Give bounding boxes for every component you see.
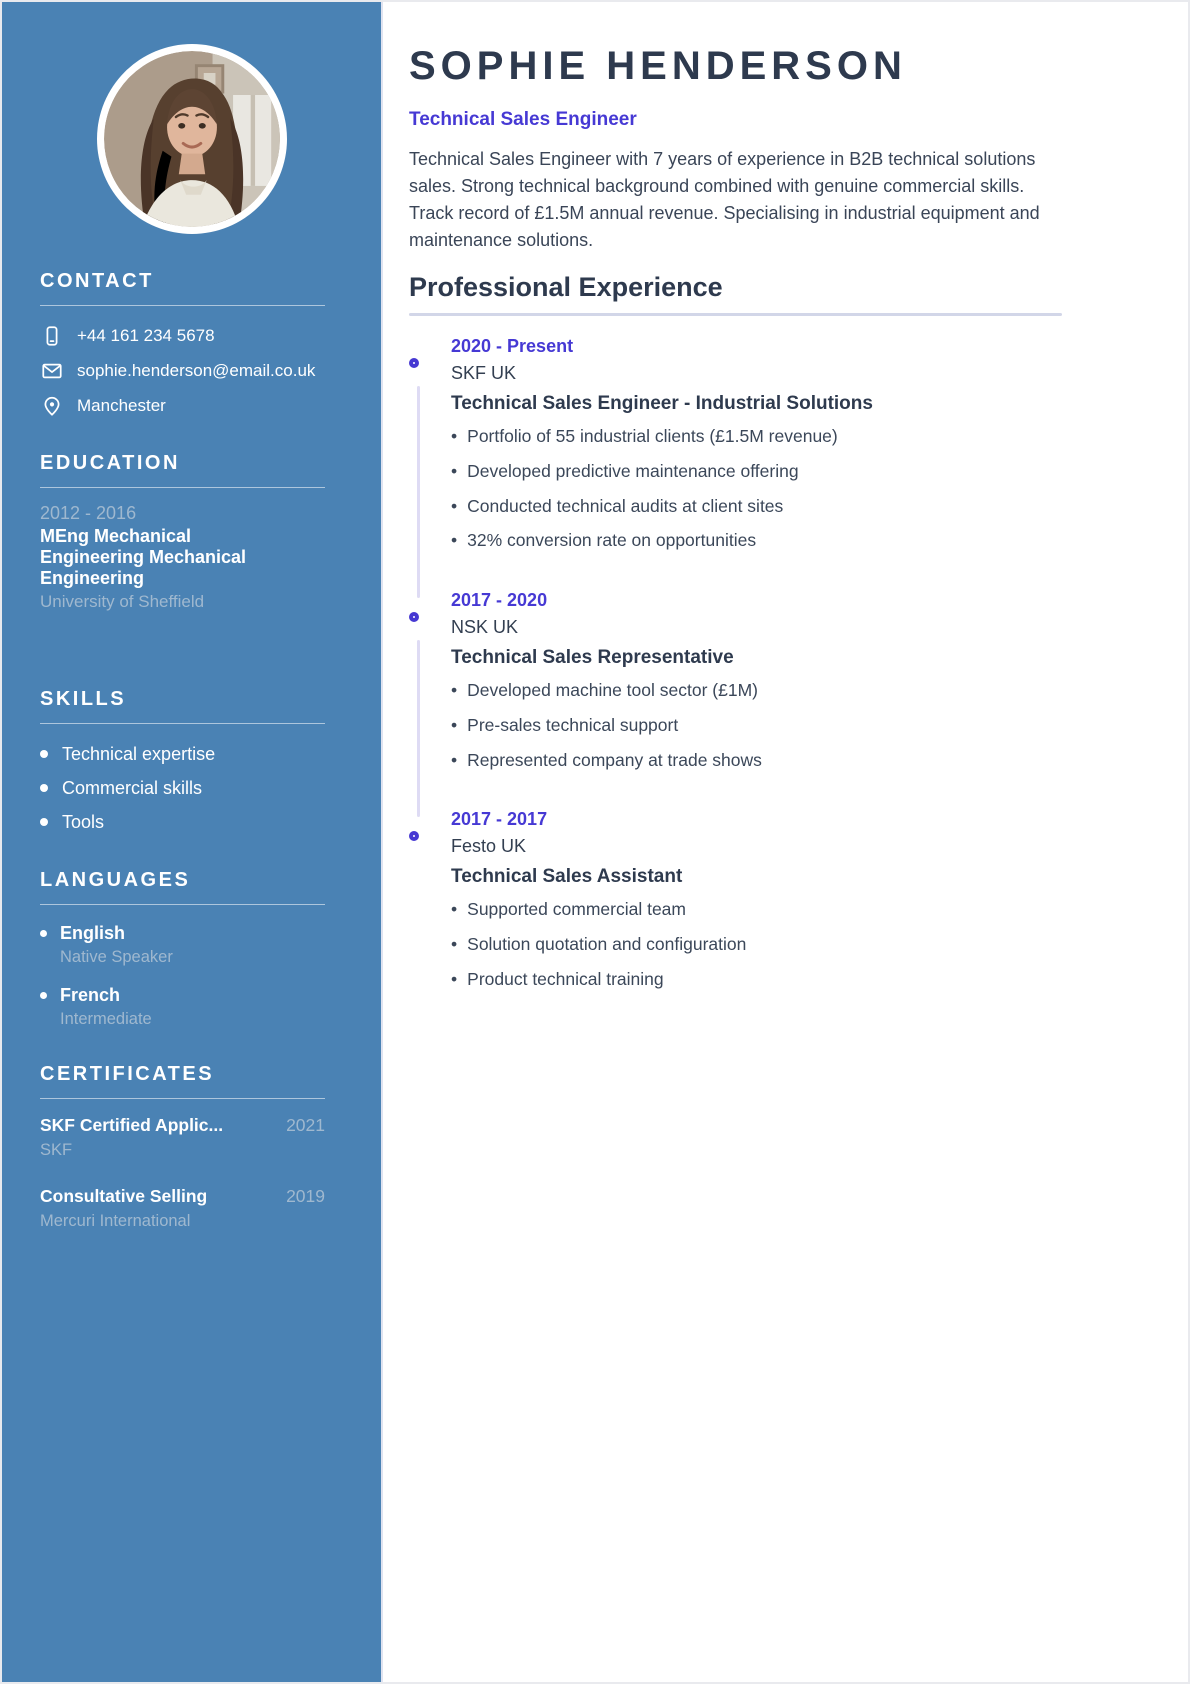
bullet-item xyxy=(451,679,1062,702)
entry-bullets xyxy=(451,898,1062,990)
certificate-issuer: SKF xyxy=(40,1140,73,1159)
entry-company: SKF UK xyxy=(451,363,517,383)
skills-section xyxy=(2,688,381,833)
bullet-text: Developed predictive maintenance offering xyxy=(467,460,799,481)
entry-dates: 2017 - 2017 xyxy=(451,809,548,830)
certificate-year: 2021 xyxy=(286,1114,325,1135)
phone-value: +44 161 234 5678 xyxy=(77,326,215,345)
entry-company: NSK UK xyxy=(451,617,519,637)
language-name-row xyxy=(40,985,345,1006)
skill-label: Commercial skills xyxy=(62,777,203,798)
timeline-line xyxy=(417,386,420,598)
contact-section xyxy=(2,270,381,418)
certificate-year: 2019 xyxy=(286,1185,325,1206)
language-name: French xyxy=(60,984,121,1005)
skill-label: Tools xyxy=(62,811,105,832)
bullet-text: Developed machine tool sector (£1M) xyxy=(467,680,758,700)
bullet-text: Product technical training xyxy=(467,968,664,989)
contact-item-email xyxy=(40,359,345,383)
entry-company: Festo UK xyxy=(451,836,527,857)
timeline-dot-icon xyxy=(409,358,419,368)
entry-bullets xyxy=(451,679,1062,771)
skills-heading: SKILLS xyxy=(40,688,325,724)
bullet-item xyxy=(451,749,1062,772)
bullet-text: Represented company at trade shows xyxy=(467,749,762,770)
languages-heading: LANGUAGES xyxy=(40,869,325,905)
job-title: Technical Sales Engineer xyxy=(409,109,637,130)
certificate-name: Consultative Selling xyxy=(40,1185,208,1206)
experience-entries xyxy=(409,336,1062,991)
bullet-item xyxy=(451,460,1062,483)
timeline-line xyxy=(417,640,420,817)
bullet-text: Portfolio of 55 industrial clients (£1.5M revenue) xyxy=(467,426,838,446)
bullet-dot-icon: • xyxy=(451,968,458,989)
language-item xyxy=(40,985,345,1029)
certificate-item xyxy=(40,1115,345,1160)
phone-icon xyxy=(40,324,64,348)
candidate-name: SOPHIE HENDERSON xyxy=(409,44,907,88)
skill-item xyxy=(40,778,345,799)
bullet-dot-icon xyxy=(40,750,48,758)
bullet-item xyxy=(451,968,1062,991)
contact-item-phone xyxy=(40,324,345,348)
skill-item xyxy=(40,744,345,765)
bullet-dot-icon: • xyxy=(451,680,458,700)
location-pin-icon xyxy=(40,394,64,418)
email-value: sophie.henderson@email.co.uk xyxy=(77,361,316,380)
certificates-heading: CERTIFICATES xyxy=(40,1063,325,1099)
profile-photo xyxy=(97,44,287,234)
languages-section xyxy=(2,869,381,1029)
entry-role: Technical Sales Engineer - Industrial Solutions xyxy=(451,393,873,414)
entry-dates: 2017 - 2020 xyxy=(451,590,548,610)
bullet-item xyxy=(451,898,1062,921)
skill-label: Technical expertise xyxy=(62,743,216,764)
bullet-text: Conducted technical audits at client sites xyxy=(467,495,784,516)
bullet-text: Pre-sales technical support xyxy=(467,714,679,735)
education-section xyxy=(2,452,381,612)
main-content xyxy=(385,2,1188,1682)
bullet-text: 32% conversion rate on opportunities xyxy=(467,530,757,551)
entry-bullets xyxy=(451,425,1062,552)
language-level: Native Speaker xyxy=(60,947,173,966)
bullet-dot-icon: • xyxy=(451,530,458,551)
language-level: Intermediate xyxy=(60,1009,152,1028)
education-dates: 2012 - 2016 xyxy=(40,503,137,523)
education-school: University of Sheffield xyxy=(40,591,205,611)
bullet-item xyxy=(451,714,1062,737)
bullet-item xyxy=(451,933,1062,956)
skill-item xyxy=(40,812,345,833)
experience-heading: Professional Experience xyxy=(409,272,723,302)
bullet-dot-icon: • xyxy=(451,495,458,516)
bullet-item xyxy=(451,425,1062,448)
language-name: English xyxy=(60,922,126,943)
profile-photo-illustration xyxy=(104,51,280,227)
bullet-dot-icon: • xyxy=(451,426,458,446)
entry-role: Technical Sales Representative xyxy=(451,647,734,668)
contact-list xyxy=(40,324,345,418)
bullet-text: Solution quotation and configuration xyxy=(467,934,747,954)
experience-entry xyxy=(409,809,1062,990)
bullet-item xyxy=(451,529,1062,552)
language-item xyxy=(40,923,345,967)
bullet-dot-icon xyxy=(40,930,47,937)
timeline-dot-icon xyxy=(409,831,419,841)
certificate-item xyxy=(40,1186,345,1231)
bullet-dot-icon: • xyxy=(451,460,458,481)
bullet-dot-icon: • xyxy=(451,749,458,770)
contact-heading: CONTACT xyxy=(40,270,325,306)
bullet-dot-icon: • xyxy=(451,714,458,735)
bullet-dot-icon: • xyxy=(451,934,458,954)
skills-list xyxy=(40,744,345,833)
bullet-dot-icon xyxy=(40,784,48,792)
contact-item-location xyxy=(40,394,345,418)
bullet-dot-icon xyxy=(40,992,47,999)
entry-role: Technical Sales Assistant xyxy=(451,866,683,888)
bullet-text: Supported commercial team xyxy=(467,899,686,920)
education-degree: MEng Mechanical Engineering Mechanical Engineering xyxy=(40,526,247,589)
bullet-item xyxy=(451,495,1062,518)
bullet-dot-icon xyxy=(40,818,48,826)
bullet-dot-icon: • xyxy=(451,899,458,920)
certificate-issuer: Mercuri International xyxy=(40,1211,191,1230)
language-name-row xyxy=(40,923,345,944)
experience-heading-rule xyxy=(409,313,1062,316)
entry-dates: 2020 - Present xyxy=(451,336,574,356)
sidebar xyxy=(2,2,383,1682)
timeline-dot-icon xyxy=(409,612,419,622)
mail-icon xyxy=(40,359,64,383)
certificate-row xyxy=(40,1115,325,1136)
location-value: Manchester xyxy=(77,396,166,415)
certificates-section xyxy=(2,1063,381,1231)
certificate-name: SKF Certified Applic... xyxy=(40,1114,224,1135)
experience-entry xyxy=(409,336,1062,552)
experience-entry xyxy=(409,590,1062,771)
education-heading: EDUCATION xyxy=(40,452,325,488)
certificate-row xyxy=(40,1186,325,1207)
profile-summary: Technical Sales Engineer with 7 years of experience in B2B technical solutions sales. Strong technical background combined with genuine commercial skills. Track record of £1.5M annual revenue. Specialising in industrial equipment and maintenance solutions. xyxy=(409,149,1040,250)
